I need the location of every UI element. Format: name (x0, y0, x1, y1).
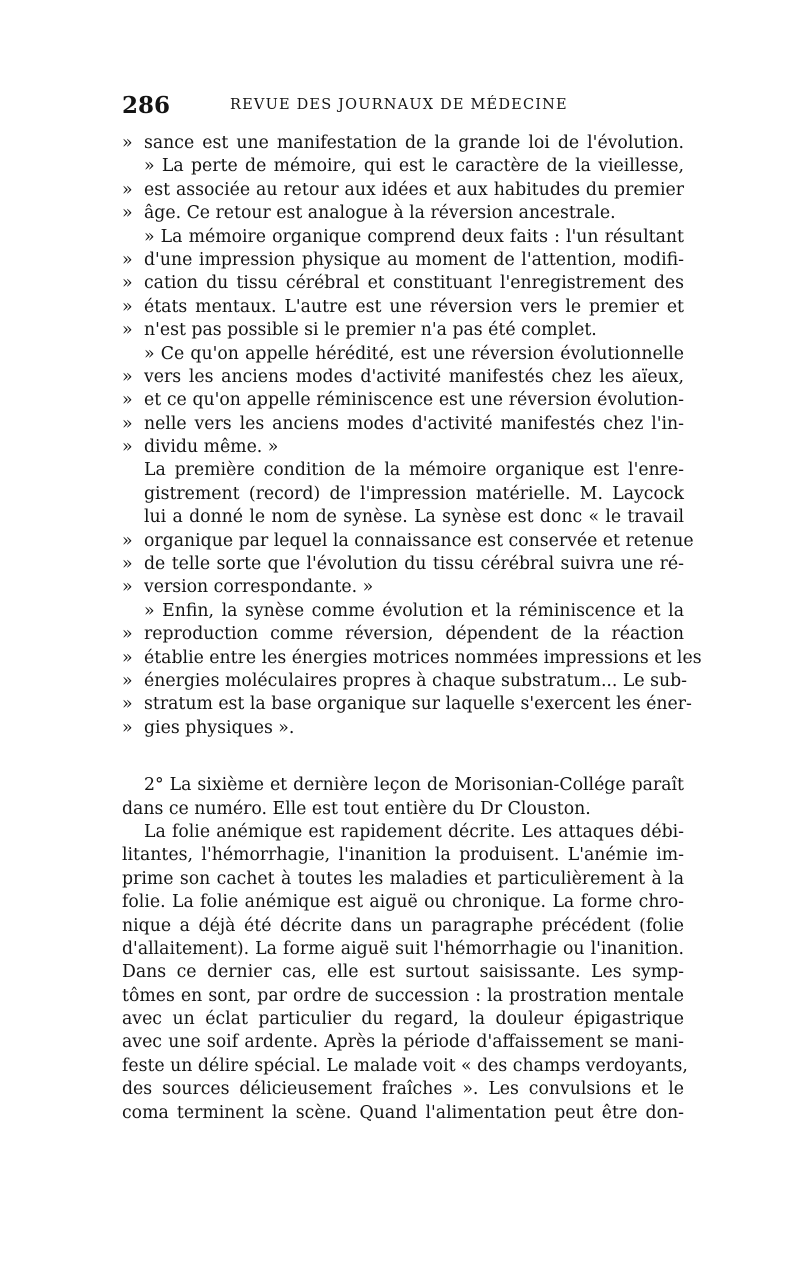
line-text: et ce qu'on appelle réminiscence est une réversion évolution- (144, 390, 684, 411)
line-text: gistrement (record) de l'impression matérielle. M. Laycock (144, 483, 684, 504)
text-line (122, 249, 684, 272)
text-line (122, 389, 684, 412)
text-line (122, 1031, 684, 1054)
text-line (122, 623, 684, 646)
line-text: » La mémoire organique comprend deux faits : l'un résultant (144, 226, 684, 247)
line-text: version correspondante. » (144, 577, 374, 598)
quote-mark: » (122, 320, 133, 341)
quote-mark: » (122, 296, 133, 317)
text-line (122, 717, 684, 740)
text-line (122, 1102, 684, 1125)
text-line (122, 961, 684, 984)
body-text (122, 132, 702, 1125)
quote-mark: » (122, 413, 133, 434)
text-line (122, 985, 684, 1008)
line-text: vers les anciens modes d'activité manifestés chez les aïeux, (144, 366, 684, 387)
quote-mark: » (122, 717, 133, 738)
line-text: nique a déjà été décrite dans un paragraphe précédent (folie (122, 915, 684, 936)
line-text: établie entre les énergies motrices nommées impressions et les (144, 647, 702, 668)
line-text: dans ce numéro. Elle est tout entière du Dr Clouston. (122, 798, 591, 819)
line-text: La folie anémique est rapidement décrite. Les attaques débi- (144, 821, 684, 842)
text-line (122, 1008, 684, 1031)
text-line (122, 891, 684, 914)
page-header (122, 92, 684, 120)
quote-mark: » (122, 179, 133, 200)
line-text: énergies moléculaires propres à chaque substratum... Le sub- (144, 670, 688, 691)
text-line (122, 319, 684, 342)
quote-mark: » (122, 554, 133, 575)
line-text: Dans ce dernier cas, elle est surtout saisissante. Les symp- (122, 962, 684, 983)
line-text: dividu même. » (144, 437, 279, 458)
line-text: coma terminent la scène. Quand l'alimentation peut être don- (122, 1102, 684, 1123)
line-text: » Ce qu'on appelle hérédité, est une réversion évolutionnelle (144, 343, 684, 364)
line-text: sance est une manifestation de la grande loi de l'évolution. (144, 133, 684, 153)
quote-mark: » (122, 624, 133, 645)
text-line (122, 868, 684, 891)
line-text: litantes, l'hémorrhagie, l'inanition la produisent. L'anémie im- (122, 845, 684, 866)
quote-mark: » (122, 133, 133, 153)
text-line (122, 844, 684, 867)
line-text: des sources délicieusement fraîches ». Les convulsions et le (122, 1079, 684, 1100)
text-line (122, 1078, 684, 1101)
text-line (122, 821, 684, 844)
text-line (122, 798, 684, 821)
text-line (122, 670, 688, 693)
text-line (122, 202, 684, 225)
quote-mark: » (122, 366, 133, 387)
paragraph-gap (122, 740, 684, 774)
line-text: stratum est la base organique sur laquelle s'exercent les éner- (144, 694, 692, 715)
running-title: REVUE DES JOURNAUX DE MÉDECINE (230, 97, 568, 113)
line-text: prime son cachet à toutes les maladies et particulièrement à la (122, 868, 684, 889)
line-text: tômes en sont, par ordre de succession : la prostration mentale (122, 985, 684, 1006)
text-line (122, 600, 684, 623)
line-text: gies physiques ». (144, 717, 295, 738)
line-text: » Enfin, la synèse comme évolution et la réminiscence et la (144, 600, 684, 621)
quote-mark: » (122, 694, 133, 715)
line-text: est associée au retour aux idées et aux habitudes du premier (144, 179, 684, 200)
line-text: » La perte de mémoire, qui est le caractère de la vieillesse, (144, 156, 684, 177)
text-line (122, 366, 684, 389)
line-text: d'une impression physique au moment de l'attention, modifi- (144, 249, 684, 270)
quoted-passage (122, 132, 702, 740)
line-text: avec une soif ardente. Après la période d'affaissement se mani- (122, 1032, 684, 1053)
text-line (122, 483, 684, 506)
line-text: 2° La sixième et dernière leçon de Morisonian-Collége paraît (144, 775, 684, 796)
line-text: lui a donné le nom de synèse. La synèse est donc « le travail (144, 507, 684, 528)
line-text: âge. Ce retour est analogue à la réversion ancestrale. (144, 203, 616, 224)
quote-mark: » (122, 249, 133, 270)
line-text: cation du tissu cérébral et constituant l'enregistrement des (144, 273, 684, 294)
text-line (122, 774, 684, 797)
line-text: La première condition de la mémoire organique est l'enre- (144, 460, 684, 481)
page-number: 286 (122, 92, 171, 119)
text-line (122, 530, 694, 553)
text-line (122, 226, 684, 249)
text-line (122, 1055, 688, 1078)
text-line (122, 915, 684, 938)
quote-mark: » (122, 203, 133, 224)
text-line (122, 576, 684, 599)
line-text: de telle sorte que l'évolution du tissu cérébral suivra une ré- (144, 554, 684, 575)
quote-mark: » (122, 530, 133, 551)
line-text: folie. La folie anémique est aiguë ou chronique. La forme chro- (122, 892, 684, 913)
text-line (122, 413, 684, 436)
line-text: n'est pas possible si le premier n'a pas été complet. (144, 320, 597, 341)
text-line (122, 938, 684, 961)
line-text: d'allaitement). La forme aiguë suit l'hémorrhagie ou l'inanition. (122, 938, 684, 959)
text-line (122, 693, 692, 716)
quote-mark: » (122, 437, 133, 458)
text-line (122, 296, 684, 319)
clouston-section (122, 774, 688, 1125)
line-text: organique par lequel la connaissance est conservée et retenue (144, 530, 694, 551)
quote-mark: » (122, 273, 133, 294)
text-line (122, 459, 684, 482)
text-line (122, 272, 684, 295)
line-text: avec un éclat particulier du regard, la douleur épigastrique (122, 1009, 684, 1030)
text-line (122, 179, 684, 202)
line-text: feste un délire spécial. Le malade voit « des champs verdoyants, (122, 1055, 688, 1076)
quote-mark: » (122, 670, 133, 691)
text-line (122, 553, 684, 576)
text-line (122, 436, 684, 459)
text-line (122, 343, 684, 366)
line-text: états mentaux. L'autre est une réversion vers le premier et (144, 296, 684, 317)
text-line (122, 132, 684, 155)
text-line (122, 155, 684, 178)
text-line (122, 647, 702, 670)
text-line (122, 506, 684, 529)
quote-mark: » (122, 647, 133, 668)
quote-mark: » (122, 577, 133, 598)
quote-mark: » (122, 390, 133, 411)
line-text: nelle vers les anciens modes d'activité manifestés chez l'in- (144, 413, 684, 434)
line-text: reproduction comme réversion, dépendent de la réaction (144, 624, 684, 645)
